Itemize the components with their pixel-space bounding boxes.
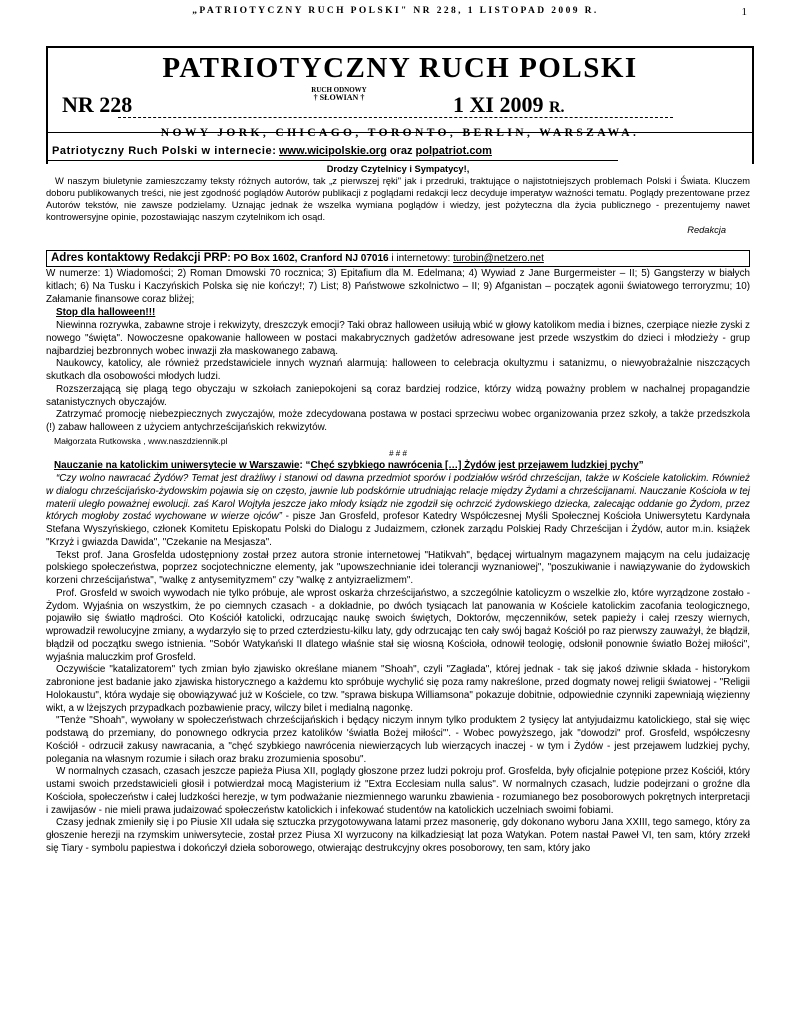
contact-label: Adres kontaktowy Redakcji PRP bbox=[51, 252, 228, 264]
web-conj: oraz bbox=[389, 145, 413, 157]
article1-paragraph: Rozszerzającą się plagą tego obyczaju w szkołach zaniepokojeni są coraz bardziej rodzice, którzy widzą poważny problem w nachalnej propagandzie satanistycznych obyczajów. bbox=[46, 383, 750, 408]
contact-mid: i internetowy: bbox=[391, 253, 451, 264]
notice-text: W naszym biuletynie zamieszczamy teksty różnych autorów, tak „z pierwszej ręki" jak i przedruki, traktujące o najistotniejszych problemach Polski i Świata. Kluczem doboru publikowanych treści, nie jest zgodność poglądów Autorów publikacji z poglądami redakcji lecz decyduje imperatyw ważności tematu. Poglądy prezentowane przez Autorów tekstów, nie zawsze podzielamy. Uznając jednak że wszelka wymiana poglądów i wiedzy, jest pożyteczna dla życia publicznego - prezentujemy nawet kontrowersyjne opinie, pozostawiając naszym czytelnikom ich osąd. bbox=[46, 175, 750, 222]
contact-email[interactable]: turobin@netzero.net bbox=[453, 253, 544, 264]
article2-paragraph: W normalnych czasach, czasach jeszcze papieża Piusa XII, poglądy głoszone przez ludzi pokroju prof. Grosfelda, były oficjalnie potępione przez Kościół, który ustami swoich przedstawicieli głosił i potwierdzał mocą Magisterium iż "Extra Ecclesiam nulla salus". W normalnych czasach, ludzie podejrzani o groźne dla Kościoła, społeczeństw i całej ludzkości herezje, w tym podważanie niezmiennego warunku zbawienia - rozumianego bez posoborowych pokrętnych interpretacji i zawijasów - nie mieli prawa judaizować społeczeństw katolickich i infekować studentów na katolickich uczelniach swoimi fobiami. bbox=[46, 766, 750, 816]
article2-lead-rest: - pisze Jan Grosfeld, profesor Katedry Współczesnej Myśli Społecznej Kościoła Uniwersytetu Kardynała Stefana Wyszyńskiego, członek Komitetu Episkopatu Polski do Dialogu z Judaizmem, członek zarządu Polskiej Rady Chrześcijan i Żydów, autor m.in. książek "Krzyż i gwiazda Dawida", "Czekanie na Mesjasza". bbox=[46, 511, 750, 548]
article2-lead-quote: “Czy wolno nawracać Żydów? Temat jest drażliwy i stanowi od dawna przedmiot sporów i podziałów wśród chrześcijan, także w Kościele katolickim. Również w dialogu chrześcijańsko-żydowskim pojawia się on często, jawnie lub podskórnie utrudniając relacje między Żydami a chrześcijanami. Nauczanie Kościoła w tej materii uległo poważnej ewolucji. zaś Karol Wojtyła jeszcze jako młody ksiądz nie zgodził się ochrzcić żydowskiego dziecka, zalecając oddanie go Żydom, przez których mogłoby zostać wychowane w wierze ojców” bbox=[46, 473, 750, 523]
issue-number: NR 228 bbox=[62, 92, 133, 117]
article2-paragraph: Prof. Grosfeld w swoich wywodach nie tylko próbuje, ale wprost oskarża chrześcijaństwo, a szczególnie katolicyzm o wszelkie zło, które wyrządzone zostało - Żydom. Wyjaśnia on wszystkim, że po ciemnych czasach - a dokładnie, po dwóch tysiącach lat panowania w Kościele katolickim zacofania teologicznego, pojawiło się światło mądrości. Oto Kościół katolicki, odrzucając naukę swoich świętych, Doktorów, męczenników, setek papieży i całej rzeszy wiernych, wprowadził rewolucyjne zmiany, a wydarzyło się to przed czterdziestu-kilku laty, gdy odrzucając ten cały swój bagaż Kościół po raz pierwszy zauważył, że błądził, błądził od początku swego istnienia. "Sobór Watykański II dlatego właśnie stał się wiosną Kościoła, odnowił teologię, odsłonił ponownie światło Bożej miłości", wyjaśnia maluczkim prof Grosfeld. bbox=[46, 587, 750, 663]
masthead-title: PATRIOTYCZNY RUCH POLSKI bbox=[162, 52, 638, 84]
article1-paragraph: Naukowcy, katolicy, ale również przedstawiciele innych wyznań alarmują: halloween to celebracja okultyzmu i satanizmu, o niewyobrażalnie niszczących skutkach dla osobowości młodych ludzi. bbox=[46, 358, 750, 382]
section-separator: # # # bbox=[389, 448, 407, 458]
logo-line-2: † SŁOWIAN † bbox=[313, 93, 365, 102]
issue-date bbox=[453, 92, 565, 118]
web-links bbox=[52, 145, 492, 157]
ruch-odnowy-logo bbox=[310, 86, 368, 112]
article2-headline-colon: : “ bbox=[299, 460, 311, 472]
dashed-divider bbox=[118, 117, 673, 118]
article2-paragraph: Tekst prof. Jana Grosfelda udostępniony został przez autora stronie internetowej "Hatikvah", będącej wirtualnym magazynem mającym na celu judaizację polskiego społeczeństwa, poprzez socjotechniczne elementy, jak "upowszechnianie idei tolerancji wyznaniowej", "poszukiwanie i nawiązywanie do żydowskich korzeni chrześcijaństwa", "walkę z antysemityzmem" czy "walkę z antyizraelizmem". bbox=[46, 549, 750, 586]
logo-line-1: RUCH ODNOWY bbox=[311, 86, 367, 94]
issue-date-suffix: R. bbox=[548, 99, 565, 116]
contact-address: PO Box 1602, Cranford NJ 07016 bbox=[233, 253, 389, 264]
article2-paragraph: "Tenże "Shoah", wywołany w społeczeństwach chrześcijańskich i będący niczym innym tylko produktem 2 tysięcy lat antyjudaizmu katolickiego, stał się więc podstawą do przemiany, do ponownego odkrycia przez katolików 'światła Bożej miłości'". - Wobec powyższego, jak "dowodzi" prof. Grosfeld, współczesny Kościół - odrzucił zakusy nawracania, a "chęć szybkiego nawrócenia niewierzących lub wierzących inaczej - w tym i Żydów - jest przejawem ludzkiej pychy, polegania na własnym rozumie i siłach oraz braku zrozumienia sposobu". bbox=[46, 715, 750, 765]
link-wicipolskie[interactable]: www.wicipolskie.org bbox=[279, 145, 387, 157]
article2-headline-b: Chęć szybkiego nawrócenia […] Żydów jest przejawem ludzkiej pychy bbox=[310, 460, 639, 472]
web-colon: : bbox=[272, 145, 276, 157]
page-number: 1 bbox=[741, 6, 747, 18]
running-header: „PATRIOTYCZNY RUCH POLSKI" NR 228, 1 LISTOPAD 2009 R. bbox=[192, 6, 599, 16]
article2-paragraph: Oczywiście "katalizatorem" tych zmian było zjawisko określane mianem "Shoah", czyli "Zagłada", której jednak - tak się jakoś dziwnie składa - historykom zabronione jest badanie jako zjawiska historycznego a każdemu kto spróbuje wychylić się poza ramy nakreślone, przed dogmaty nowej religii światowej - "Religii Holokaustu", która wydaje się obowiązywać już w Kościele, co tzw. "sprawa biskupa Williamsona" pokazuje dobitnie, odpowiednie czynniki zapewniają więzienny wikt, a w lżejszych przypadkach pozbawienie pracy, wilczy bilet i medialną nagonkę. bbox=[46, 664, 750, 714]
article1-paragraph: Niewinna rozrywka, zabawne stroje i rekwizyty, dreszczyk emocji? Taki obraz halloween usiłują wbić w głowy katolikom media i biznes, czerpiące niezłe zyski z nowego "święta". Nowoczesne opakowanie halloween w postaci makabrycznych gadżetów adresowane jest przede wszystkim do dzieci i młodzieży - grup najbardziej bezbronnych wobec inwazji zła maskowanego zabawą. bbox=[46, 320, 750, 357]
web-label: Patriotyczny Ruch Polski w internecie bbox=[52, 145, 273, 157]
article2-lead bbox=[46, 473, 750, 550]
cities-line: NOWY JORK, CHICAGO, TORONTO, BERLIN, WARSZAWA. bbox=[160, 127, 640, 139]
article2-paragraph: Czasy jednak zmieniły się i po Piusie XII udała się sztuczka przygotowywana latami przez masonerię, gdy dokonano wyboru Jana XXIII, tego samego, który za głoszenie herezji na rzymskim uniwersytecie, został przez Piusa XI wyrzucony na kilkadziesiąt lat poza Watykan. Potem nastał Paweł VI, ten sam, który zrzekł się Tiary - symbolu papiestwa i dokończył dzieła soborowego, otwierając destrukcyjny okres posoborowy, ten sam, który jako bbox=[46, 817, 750, 854]
notice-greeting: Drodzy Czytelnicy i Sympatycy!, bbox=[326, 164, 470, 174]
article1-paragraph: Zatrzymać promocję niebezpiecznych zwyczajów, może zdecydowana postawa w postaci sprzeciwu wobec organizowania przez szkoły, a także przedszkola (!) zabaw halloween z użyciem antychrześcijańskich rekwizytów. bbox=[46, 409, 750, 433]
link-polpatriot[interactable]: polpatriot.com bbox=[415, 145, 492, 157]
contact-colon: : bbox=[227, 253, 231, 264]
article2-headline-end: ” bbox=[638, 460, 644, 472]
notice-signature: Redakcja bbox=[687, 224, 726, 235]
article1-author: Małgorzata Rutkowska , www.naszdziennik.pl bbox=[54, 435, 228, 446]
issue-date-value: 1 XI 2009 bbox=[453, 92, 544, 117]
article-body bbox=[46, 268, 750, 856]
contact-box bbox=[46, 250, 750, 267]
table-of-contents: W numerze: 1) Wiadomości; 2) Roman Dmowski 70 rocznica; 3) Epitafium dla M. Edelmana; 4) Wywiad z Jane Burgermeister – II; 5) Gangsterzy w białych kitlach; 6) Na Tusku i Kaczyńskich Polska się nie kończy!; 7) List; 8) Państwowe szkolnictwo – II; 9) Afganistan – początek agonii światowego terroryzmu; 10) Załamanie finansowe coraz bliżej; bbox=[46, 268, 750, 305]
article2-headline bbox=[46, 460, 750, 473]
rule-divider bbox=[46, 160, 618, 161]
article2-headline-a: Nauczanie na katolickim uniwersytecie w Warszawie bbox=[54, 460, 300, 472]
article1-headline: Stop dla halloween!!! bbox=[56, 307, 156, 319]
